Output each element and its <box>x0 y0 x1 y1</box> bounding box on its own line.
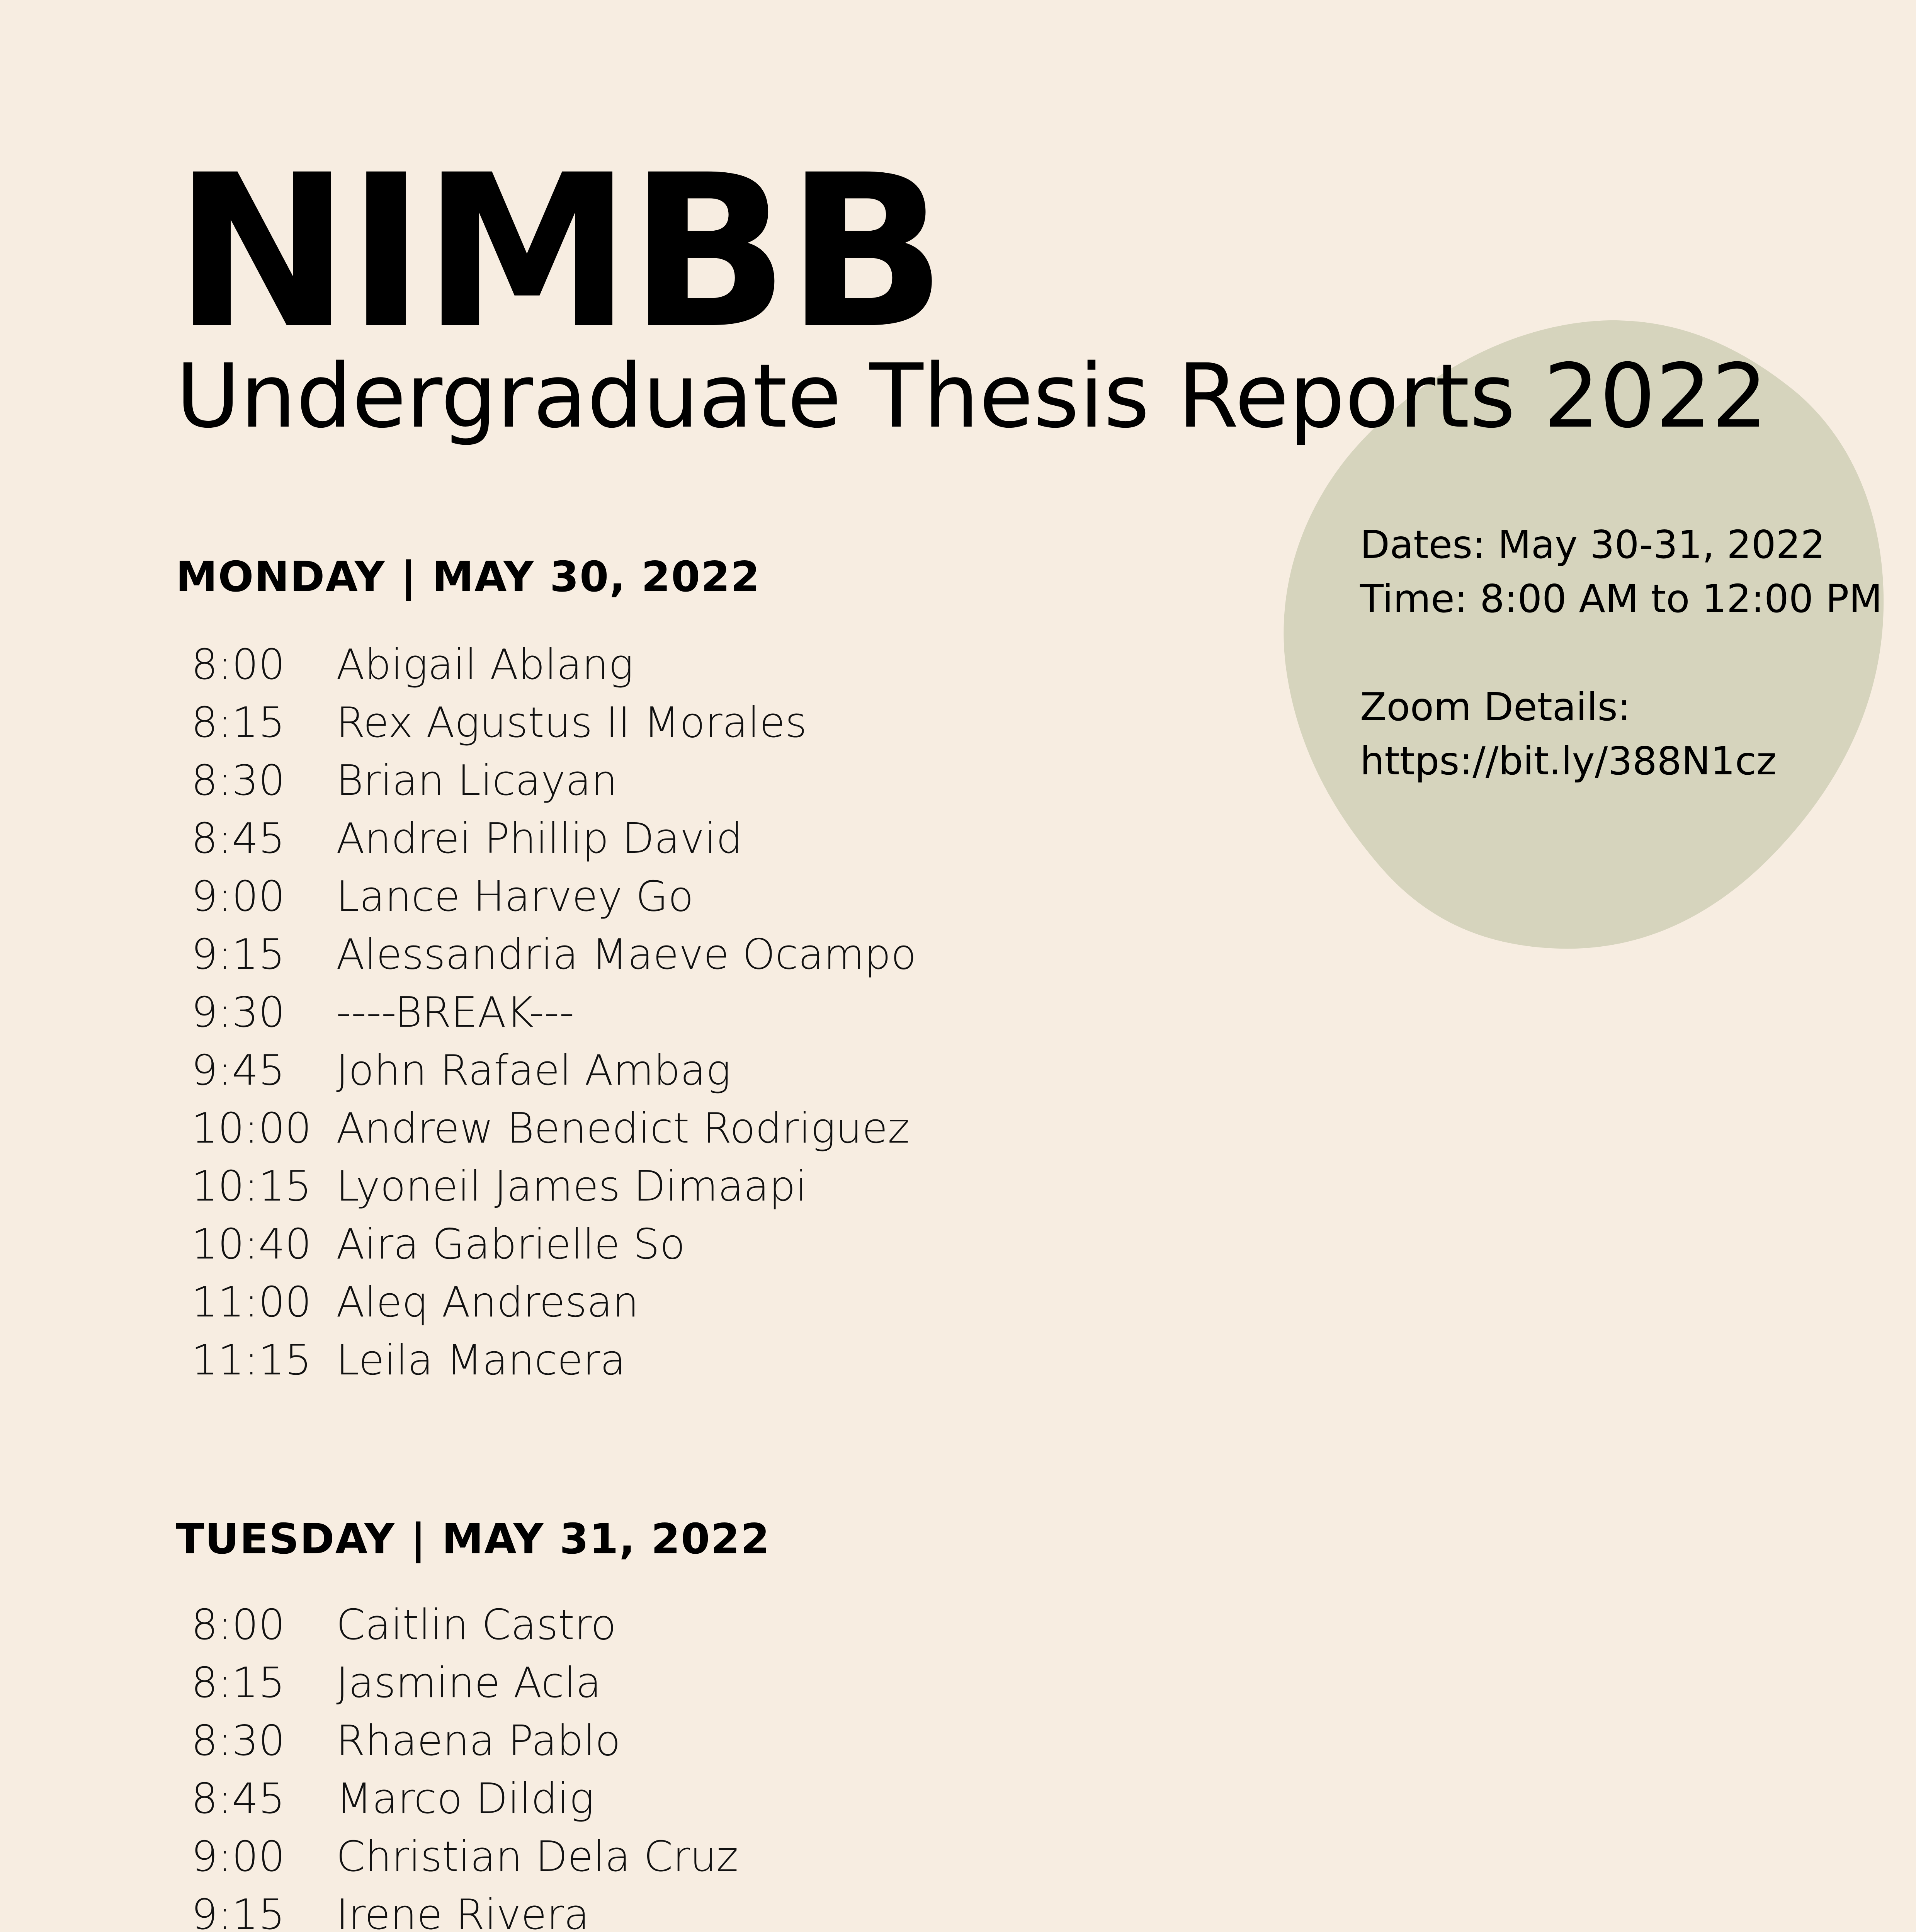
info-spacer <box>1360 626 1882 680</box>
day-heading-monday: MONDAY | MAY 30, 2022 <box>176 553 761 601</box>
schedule-row <box>191 1215 916 1273</box>
slot-time: 10:40 <box>191 1220 312 1269</box>
slot-time: 11:00 <box>191 1278 312 1327</box>
schedule-row <box>191 925 916 983</box>
slot-time: 10:00 <box>191 1104 312 1153</box>
schedule-row <box>191 1099 916 1157</box>
schedule-row <box>191 636 916 694</box>
schedule-row <box>191 752 916 810</box>
schedule-row <box>191 1273 916 1331</box>
slot-break-label: ----BREAK--- <box>336 988 575 1037</box>
schedule-row <box>191 694 916 752</box>
page-title: NIMBB <box>174 129 944 375</box>
slot-time: 9:15 <box>191 1890 285 1932</box>
slot-presenter: Irene Rivera <box>336 1890 590 1932</box>
slot-time: 8:45 <box>191 1774 285 1823</box>
event-time: Time: 8:00 AM to 12:00 PM <box>1360 576 1882 621</box>
event-info <box>1360 518 1882 788</box>
slot-time: 9:30 <box>191 988 285 1037</box>
slot-presenter: Brian Licayan <box>336 756 618 805</box>
slot-time: 8:45 <box>191 814 285 863</box>
slot-presenter: Alessandria Maeve Ocampo <box>336 930 916 979</box>
slot-time: 11:15 <box>191 1336 312 1384</box>
slot-time: 10:15 <box>191 1162 312 1211</box>
slot-presenter: Jasmine Acla <box>336 1658 602 1707</box>
zoom-details-label: Zoom Details: <box>1360 684 1631 730</box>
schedule-tuesday <box>191 1596 738 1932</box>
schedule-row <box>191 867 916 925</box>
schedule-row <box>191 1331 916 1389</box>
slot-time: 8:15 <box>191 698 285 747</box>
schedule-row-break <box>191 983 916 1041</box>
slot-presenter: Andrei Phillip David <box>336 814 743 863</box>
schedule-monday <box>191 636 916 1389</box>
schedule-row <box>191 810 916 867</box>
slot-time: 9:00 <box>191 1832 285 1881</box>
slot-presenter: Aleq Andresan <box>336 1278 639 1327</box>
slot-presenter: Leila Mancera <box>336 1336 626 1384</box>
slot-time: 9:15 <box>191 930 285 979</box>
event-dates: Dates: May 30-31, 2022 <box>1360 522 1825 567</box>
slot-time: 8:00 <box>191 1600 285 1649</box>
day-heading-tuesday: TUESDAY | MAY 31, 2022 <box>176 1515 770 1563</box>
slot-presenter: Caitlin Castro <box>336 1600 617 1649</box>
slot-time: 9:45 <box>191 1046 285 1095</box>
zoom-link[interactable]: https://bit.ly/388N1cz <box>1360 738 1777 784</box>
slot-time: 8:15 <box>191 1658 285 1707</box>
slot-time: 8:30 <box>191 756 285 805</box>
slot-presenter: Rhaena Pablo <box>336 1716 621 1765</box>
schedule-row <box>191 1041 916 1099</box>
slot-time: 8:00 <box>191 640 285 689</box>
slot-presenter: Aira Gabrielle So <box>336 1220 685 1269</box>
slot-time: 8:30 <box>191 1716 285 1765</box>
slot-presenter: Andrew Benedict Rodriguez <box>336 1104 910 1153</box>
slot-presenter: Lance Harvey Go <box>336 872 694 921</box>
slot-presenter: Marco Dildig <box>336 1774 594 1823</box>
slot-presenter: Rex Agustus II Morales <box>336 698 807 747</box>
page-subtitle: Undergraduate Thesis Reports 2022 <box>176 345 1768 447</box>
slot-time: 9:00 <box>191 872 285 921</box>
schedule-row <box>191 1654 738 1712</box>
schedule-row <box>191 1770 738 1828</box>
slot-presenter: John Rafael Ambag <box>336 1046 731 1095</box>
slot-presenter: Christian Dela Cruz <box>336 1832 738 1881</box>
schedule-row <box>191 1712 738 1770</box>
schedule-row <box>191 1596 738 1654</box>
schedule-row <box>191 1157 916 1215</box>
schedule-row <box>191 1886 738 1932</box>
schedule-row <box>191 1828 738 1886</box>
slot-presenter: Abigail Ablang <box>336 640 634 689</box>
slot-presenter: Lyoneil James Dimaapi <box>336 1162 808 1211</box>
